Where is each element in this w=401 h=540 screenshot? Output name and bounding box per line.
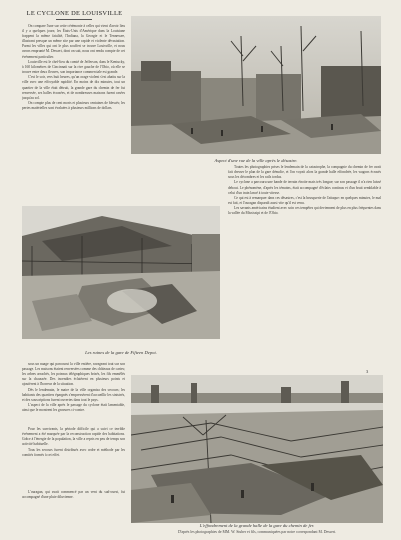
paragraph: Tous les secours furent distribués avec ordre et méthode par les comités formés à cet effet. — [22, 447, 125, 457]
paragraph: sous un nuage qui parcourut la ville entière, ravageant tout sur son passage. Les maisons étaient renversées comme des châteaux de cartes; les arbres arrachés, les poteaux télégraphiques brisés, les fils emmêlés sur la chaussée. Des incendies éclatèrent en plusieurs points et ajoutèrent à l'horreur de la situation. — [22, 362, 125, 387]
paragraph: C'est le soir, vers huit heures, qu'un orage violent s'est abattu sur la ville avec une effroyable rapidité. En moins de dix minutes, tout un quartier de la ville était détruit, la grande gare du chemin de fer fut renversée, ses halles écrasées, et de nombreuses maisons furent rasées jusqu'au sol. — [22, 75, 125, 100]
text-column-1 — [22, 24, 125, 174]
page-number: 3 — [366, 369, 369, 374]
paragraph: Le cyclone a parcouru une bande de terrain étroite mais très longue; sur son passage il n'a rien laissé debout. Le phénomène, d'après les témoins, était accompagné d'éclairs continus et d'un bruit semblable à celui d'un train lancé à toute vitesse. — [228, 180, 381, 195]
text-column-5 — [22, 490, 125, 522]
paragraph: L'aspect de la ville après le passage du cyclone était lamentable, ainsi que le montrent les gravures ci-contre. — [22, 403, 125, 413]
text-column-4 — [22, 427, 125, 487]
paragraph: Toutes les photographies prises le lendemain de la catastrophe, la compagnie du chemin de fer avait fait dresser le plan de la gare démolie, et l'on voyait alors la grande halle effondrée, les wagons écrasés sous les décombres et les rails tordus. — [228, 165, 381, 180]
hall-collapse-illustration — [131, 375, 383, 523]
paragraph: Dès le lendemain, le maire de la ville organisa des secours; les habitants des quartiers épargnés s'empressèrent d'accueillir les sinistrés, et des souscriptions furent ouvertes dans tout le pays. — [22, 387, 125, 402]
text-column-2 — [228, 165, 381, 365]
paragraph: Louisville est le chef-lieu du comté de Jefferson, dans le Kentucky, à 160 kilomètres de Cincinnati sur la rive gauche de l'Ohio, où elle se trouve entre deux fleuves, son importance commerciale est grande. — [22, 59, 125, 75]
figure-3-caption: L'effondrement de la grande halle de la gare du chemin de fer. — [199, 523, 315, 528]
figure-hall-collapse — [131, 375, 383, 523]
paragraph: On compte plus de cent morts et plusieurs centaines de blessés; les pertes matérielles sont évaluées à plusieurs millions de dollars. — [22, 100, 125, 111]
figure-station-ruins — [22, 206, 220, 339]
text-column-3 — [22, 362, 125, 424]
figure-street-ruins — [131, 16, 381, 154]
paragraph: Les savants américains étudient avec soin ces tempêtes qui deviennent de plus en plus fréquentes dans la vallée du Mississipi et de l'Ohio. — [228, 206, 381, 216]
title-rule — [56, 19, 92, 20]
paragraph: On compare l'une sur cette cérémonie à celles qui vient d'avoir lieu il y a quelques jours; les États-Unis d'Amérique dans la Louisiane frappent la même fatalité, l'Indiana, la Georgie et le Tennessee, illustrant presque un même site par une rapide et violente dévastation. Parmi les villes qui ont le plus souffert se trouve Louisville, et nous avons emprunté M. Dessert, dont on sait, nous ont rendu compte de cet événement particulier. — [22, 24, 125, 59]
figure-2-caption: Les ruines de la gare de Fifteen Depot. — [85, 350, 157, 355]
figure-1-caption: Aspect d'une rue de la ville après le désastre. — [214, 158, 298, 163]
photo-credit: D'après les photographies de MM. W. Stuber et fils, communiquées par notre correspondant M. Dessert. — [177, 530, 337, 534]
article-title: LE CYCLONE DE LOUISVILLE — [26, 10, 123, 17]
paragraph: Ce qui est à remarquer dans ces désastres, c'est la brusquerie de l'attaque: en quelques minutes, le mal est fait, et l'ouragan disparaît aussi vite qu'il est venu. — [228, 195, 381, 206]
paragraph: Pour les survivants, la période difficile qui a suivi ce terrible événement a été marquée par la reconstruction rapide des habitations. Grâce à l'énergie de la population, la ville a repris en peu de temps son activité habituelle. — [22, 427, 125, 447]
street-ruins-illustration — [131, 16, 381, 154]
station-ruins-illustration — [22, 206, 220, 339]
paragraph: L'ouragan, qui avait commencé par un vent du sud-ouest, fut accompagné d'une pluie diluvienne. — [22, 490, 125, 500]
